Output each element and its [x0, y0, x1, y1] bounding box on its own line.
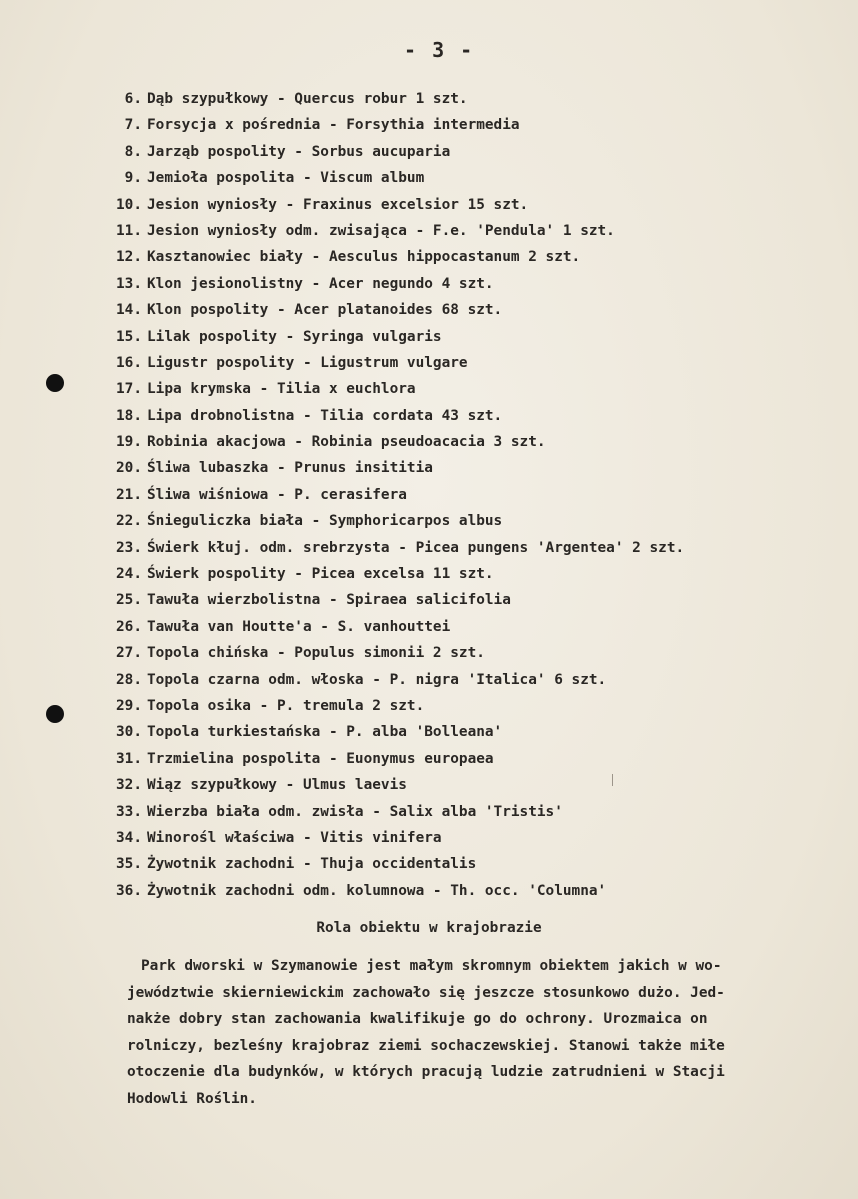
- species-number: 18.: [116, 407, 142, 424]
- species-text: Forsycja x pośrednia - Forsythia intermedia: [147, 117, 520, 134]
- species-number: 7.: [124, 117, 142, 134]
- species-item: [98, 455, 838, 481]
- species-item: [98, 878, 838, 904]
- species-item: [98, 508, 838, 534]
- species-text: Topola osika - P. tremula 2 szt.: [147, 697, 425, 714]
- species-number: 23.: [116, 539, 142, 556]
- species-number: 6.: [124, 91, 142, 107]
- species-text: Ligustr pospolity - Ligustrum vulgare: [147, 354, 468, 371]
- species-number: 17.: [116, 381, 142, 398]
- species-text: Jesion wyniosły - Fraxinus excelsior 15 szt.: [147, 196, 529, 213]
- species-number: 28.: [116, 671, 142, 688]
- species-number: 29.: [116, 697, 142, 714]
- species-text: Dąb szypułkowy - Quercus robur 1 szt.: [147, 91, 468, 107]
- species-item: [98, 587, 838, 613]
- species-item: [98, 799, 838, 825]
- binder-hole-mark: [46, 374, 64, 392]
- species-text: Tawuła van Houtte'a - S. vanhouttei: [147, 618, 451, 635]
- species-text: Robinia akacjowa - Robinia pseudoacacia 3 szt.: [147, 434, 546, 451]
- species-item: [98, 192, 838, 218]
- species-item: [98, 535, 838, 561]
- species-list: [98, 86, 838, 904]
- species-text: Lilak pospolity - Syringa vulgaris: [147, 328, 442, 345]
- paragraph-line: Park dworski w Szymanowie jest małym skromnym obiektem jakich w wo-: [141, 958, 722, 974]
- species-text: Lipa drobnolistna - Tilia cordata 43 szt.: [147, 407, 503, 424]
- species-number: 20.: [116, 460, 142, 477]
- species-text: Klon jesionolistny - Acer negundo 4 szt.: [147, 275, 494, 292]
- species-text: Klon pospolity - Acer platanoides 68 szt.: [147, 302, 503, 319]
- species-text: Żywotnik zachodni odm. kolumnowa - Th. occ. 'Columna': [147, 882, 607, 899]
- species-number: 11.: [116, 222, 142, 239]
- species-item: [98, 350, 838, 376]
- species-item: [98, 640, 838, 666]
- species-text: Winorośl właściwa - Vitis vinifera: [147, 829, 442, 846]
- species-item: [98, 772, 838, 798]
- species-number: 32.: [116, 777, 142, 794]
- species-number: 24.: [116, 566, 142, 583]
- species-item: [98, 403, 838, 429]
- species-item: [98, 825, 838, 851]
- landscape-role-paragraph: [127, 953, 847, 1112]
- species-number: 26.: [116, 618, 142, 635]
- section-heading: Rola obiektu w krajobrazie: [316, 920, 542, 936]
- species-item: [98, 271, 838, 297]
- species-text: Topola chińska - Populus simonii 2 szt.: [147, 645, 485, 662]
- species-item: [98, 851, 838, 877]
- species-number: 31.: [116, 750, 142, 767]
- species-text: Trzmielina pospolita - Euonymus europaea: [147, 750, 494, 767]
- species-item: [98, 244, 838, 270]
- species-item: [98, 429, 838, 455]
- species-text: Śnieguliczka biała - Symphoricarpos albus: [147, 513, 503, 530]
- species-number: 22.: [116, 513, 142, 530]
- species-item: [98, 693, 838, 719]
- species-item: [98, 746, 838, 772]
- species-item: [98, 218, 838, 244]
- species-text: Śliwa lubaszka - Prunus insititia: [147, 460, 433, 477]
- species-text: Lipa krymska - Tilia x euchlora: [147, 381, 416, 398]
- species-text: Wierzba biała odm. zwisła - Salix alba 'Tristis': [147, 803, 563, 820]
- species-item: [98, 376, 838, 402]
- species-number: 19.: [116, 434, 142, 451]
- species-text: Jarząb pospolity - Sorbus aucuparia: [147, 143, 451, 160]
- species-text: Tawuła wierzbolistna - Spiraea salicifolia: [147, 592, 511, 609]
- species-text: Świerk kłuj. odm. srebrzysta - Picea pungens 'Argentea' 2 szt.: [147, 539, 685, 556]
- species-text: Jesion wyniosły odm. zwisająca - F.e. 'Pendula' 1 szt.: [147, 222, 615, 239]
- species-item: [98, 614, 838, 640]
- species-number: 9.: [124, 170, 142, 187]
- species-number: 27.: [116, 645, 142, 662]
- species-item: [98, 719, 838, 745]
- species-text: Topola turkiestańska - P. alba 'Bolleana': [147, 724, 503, 741]
- species-number: 36.: [116, 882, 142, 899]
- species-text: Jemioła pospolita - Viscum album: [147, 170, 425, 187]
- species-text: Śliwa wiśniowa - P. cerasifera: [147, 486, 407, 503]
- species-number: 34.: [116, 829, 142, 846]
- paragraph-line: nakże dobry stan zachowania kwalifikuje go do ochrony. Urozmaica on: [127, 1011, 708, 1027]
- species-text: Świerk pospolity - Picea excelsa 11 szt.: [147, 566, 494, 583]
- species-number: 33.: [116, 803, 142, 820]
- species-number: 12.: [116, 249, 142, 266]
- species-text: Wiąz szypułkowy - Ulmus laevis: [147, 777, 407, 794]
- species-number: 15.: [116, 328, 142, 345]
- page-number: - 3 -: [404, 38, 475, 62]
- species-item: [98, 139, 838, 165]
- species-number: 25.: [116, 592, 142, 609]
- species-number: 14.: [116, 302, 142, 319]
- species-item: [98, 482, 838, 508]
- paragraph-line: jewództwie skierniewickim zachowało się jeszcze stosunkowo dużo. Jed-: [127, 984, 725, 1001]
- species-item: [98, 86, 838, 112]
- species-number: 13.: [116, 275, 142, 292]
- species-item: [98, 165, 838, 191]
- paragraph-line: otoczenie dla budynków, w których pracują ludzie zatrudnieni w Stacji: [127, 1064, 725, 1080]
- species-number: 30.: [116, 724, 142, 741]
- species-text: Żywotnik zachodni - Thuja occidentalis: [147, 856, 477, 873]
- species-number: 16.: [116, 354, 142, 371]
- paragraph-line: Hodowli Roślin.: [127, 1090, 257, 1107]
- binder-hole-mark: [46, 705, 64, 723]
- species-item: [98, 297, 838, 323]
- species-item: [98, 561, 838, 587]
- paragraph-line: rolniczy, bezleśny krajobraz ziemi sochaczewskiej. Stanowi także miłe: [127, 1037, 725, 1054]
- species-text: Topola czarna odm. włoska - P. nigra 'Italica' 6 szt.: [147, 671, 607, 688]
- species-text: Kasztanowiec biały - Aesculus hippocastanum 2 szt.: [147, 249, 581, 266]
- species-number: 10.: [116, 196, 142, 213]
- species-item: [98, 112, 838, 138]
- species-item: [98, 667, 838, 693]
- species-number: 21.: [116, 486, 142, 503]
- species-number: 8.: [124, 143, 142, 160]
- species-number: 35.: [116, 856, 142, 873]
- species-item: [98, 324, 838, 350]
